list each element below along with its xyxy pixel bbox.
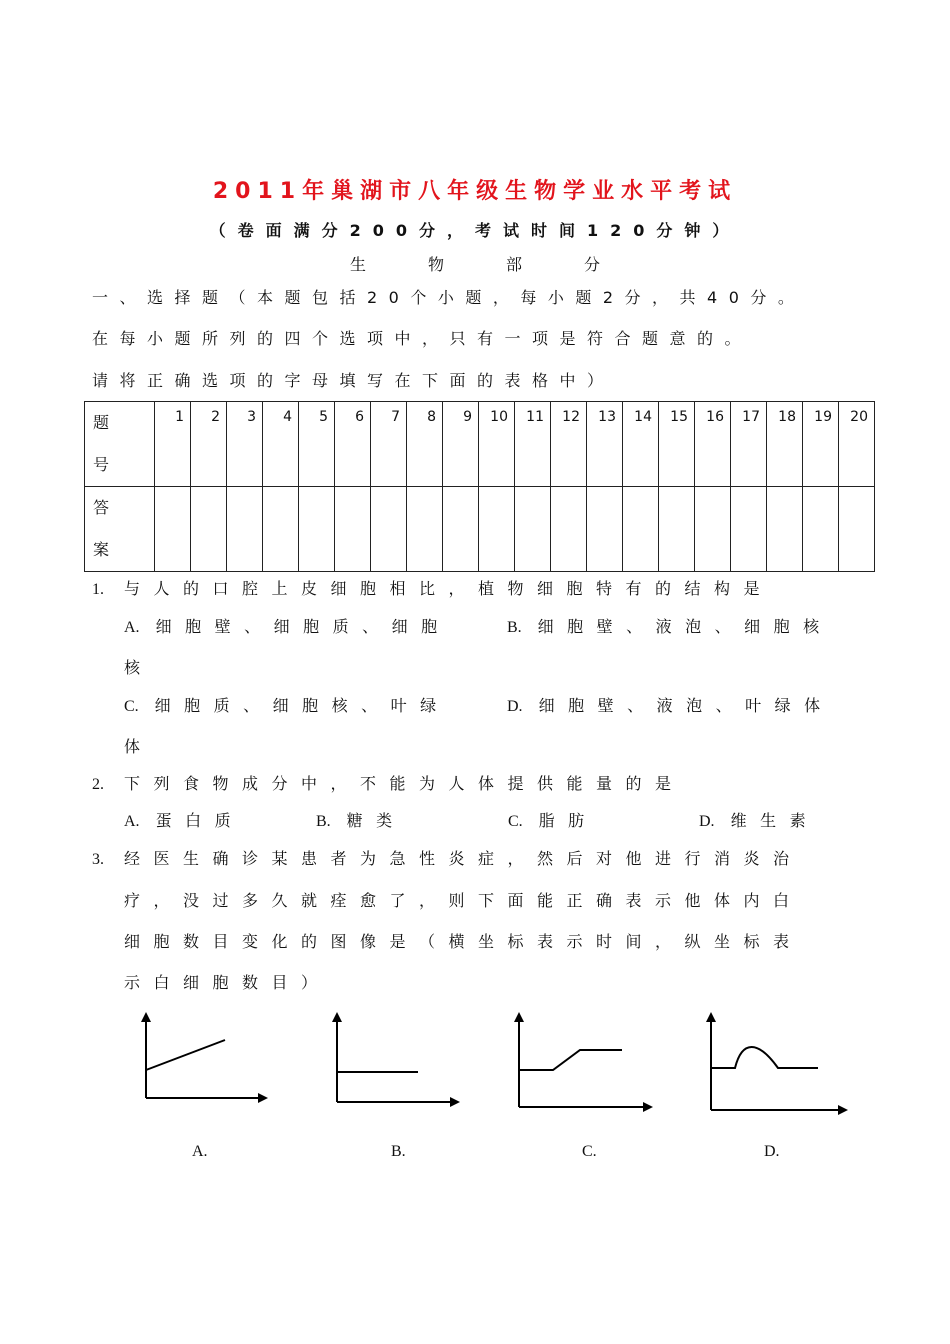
graph-c[interactable] xyxy=(519,1014,651,1107)
answer-cell[interactable] xyxy=(551,487,587,572)
question-number-cell: 4 xyxy=(263,402,299,487)
answer-cell[interactable] xyxy=(767,487,803,572)
exam-title: 2011年巢湖市八年级生物学业水平考试 xyxy=(212,179,738,204)
question-number-cell: 10 xyxy=(479,402,515,487)
question-number-cell: 16 xyxy=(695,402,731,487)
question-2 xyxy=(92,771,685,794)
curve-step-up xyxy=(519,1050,622,1070)
q1-option-d[interactable]: D. 细胞壁、液泡、叶绿体 xyxy=(507,696,834,715)
instruction-line-3: 请将正确选项的字母填写在下面的表格中） xyxy=(92,371,615,390)
question-text: 下列食物成分中，不能为人体提供能量的是 xyxy=(124,774,685,793)
graph-label-b: B. xyxy=(391,1143,406,1160)
answer-cell[interactable] xyxy=(515,487,551,572)
question-number-cell: 9 xyxy=(443,402,479,487)
answer-cell[interactable] xyxy=(335,487,371,572)
graph-label-a: A. xyxy=(192,1143,208,1160)
question-number-cell: 7 xyxy=(371,402,407,487)
answer-cell[interactable] xyxy=(371,487,407,572)
graph-label-c: C. xyxy=(582,1143,597,1160)
answer-table xyxy=(84,401,875,572)
question-number-cell: 2 xyxy=(191,402,227,487)
answer-cell[interactable] xyxy=(587,487,623,572)
question-text-line-4: 示白细胞数目） xyxy=(124,973,331,992)
answer-cell[interactable] xyxy=(659,487,695,572)
question-text-line-1: 经医生确诊某患者为急性炎症，然后对他进行消炎治 xyxy=(124,849,803,868)
section-heading: 生物部分 xyxy=(349,255,662,274)
answer-cell[interactable] xyxy=(839,487,875,572)
answer-cell[interactable] xyxy=(443,487,479,572)
question-number-cell: 15 xyxy=(659,402,695,487)
q1-option-a[interactable]: A. 细胞壁、细胞质、细胞 xyxy=(124,617,451,636)
table-row-answers xyxy=(85,487,875,572)
question-number-cell: 12 xyxy=(551,402,587,487)
question-number-cell: 8 xyxy=(407,402,443,487)
instruction-line-2: 在每小题所列的四个选项中，只有一项是符合题意的。 xyxy=(92,329,753,348)
instruction-line-1: 一、选择题（本题包括20个小题，每小题2分，共40分。 xyxy=(92,288,806,307)
question-number-cell: 19 xyxy=(803,402,839,487)
question-number-cell: 5 xyxy=(299,402,335,487)
curve-rising xyxy=(146,1040,225,1070)
q2-option-c[interactable]: C. 脂肪 xyxy=(508,811,598,830)
graph-b[interactable] xyxy=(337,1014,458,1102)
question-number: 3. xyxy=(92,851,104,868)
question-number-cell: 20 xyxy=(839,402,875,487)
question-number-cell: 6 xyxy=(335,402,371,487)
graph-d[interactable] xyxy=(711,1014,846,1110)
q1-option-b[interactable]: B. 细胞壁、液泡、细胞核 xyxy=(507,617,833,636)
answer-cell[interactable] xyxy=(299,487,335,572)
q1-option-c[interactable]: C. 细胞质、细胞核、叶绿 xyxy=(124,696,450,715)
question-text-line-3: 细胞数目变化的图像是（横坐标表示时间，纵坐标表 xyxy=(124,932,803,951)
answer-cell[interactable] xyxy=(803,487,839,572)
answer-cell[interactable] xyxy=(155,487,191,572)
q1-option-c-wrap: 体 xyxy=(124,737,154,756)
question-number-cell: 1 xyxy=(155,402,191,487)
graph-a[interactable] xyxy=(146,1014,266,1098)
question-number: 1. xyxy=(92,581,104,598)
table-row-question-numbers xyxy=(85,402,875,487)
question-number-cell: 18 xyxy=(767,402,803,487)
graph-label-d: D. xyxy=(764,1143,780,1160)
curve-peak xyxy=(711,1047,818,1068)
question-number-cell: 17 xyxy=(731,402,767,487)
question-number-cell: 13 xyxy=(587,402,623,487)
q2-option-a[interactable]: A. 蛋白质 xyxy=(124,811,245,830)
question-number: 2. xyxy=(92,776,104,793)
question-number-cell: 11 xyxy=(515,402,551,487)
answer-cell[interactable] xyxy=(731,487,767,572)
graph-options xyxy=(0,1000,950,1130)
row-label-answer: 答 案 xyxy=(85,487,155,572)
exam-subtitle: （卷面满分200分，考试时间120分钟） xyxy=(209,221,741,240)
row-label-question-number: 题 号 xyxy=(85,402,155,487)
q1-option-a-wrap: 核 xyxy=(124,658,154,677)
question-number-cell: 3 xyxy=(227,402,263,487)
question-text: 与人的口腔上皮细胞相比，植物细胞特有的结构是 xyxy=(124,579,774,598)
q2-option-b[interactable]: B. 糖类 xyxy=(316,811,406,830)
answer-cell[interactable] xyxy=(407,487,443,572)
answer-cell[interactable] xyxy=(227,487,263,572)
q2-option-d[interactable]: D. 维生素 xyxy=(699,811,820,830)
question-text-line-2: 疗，没过多久就痊愈了，则下面能正确表示他体内白 xyxy=(124,891,803,910)
answer-cell[interactable] xyxy=(263,487,299,572)
answer-cell[interactable] xyxy=(623,487,659,572)
question-number-cell: 14 xyxy=(623,402,659,487)
answer-cell[interactable] xyxy=(695,487,731,572)
question-1 xyxy=(92,576,773,599)
question-3 xyxy=(92,846,803,869)
answer-cell[interactable] xyxy=(191,487,227,572)
answer-cell[interactable] xyxy=(479,487,515,572)
